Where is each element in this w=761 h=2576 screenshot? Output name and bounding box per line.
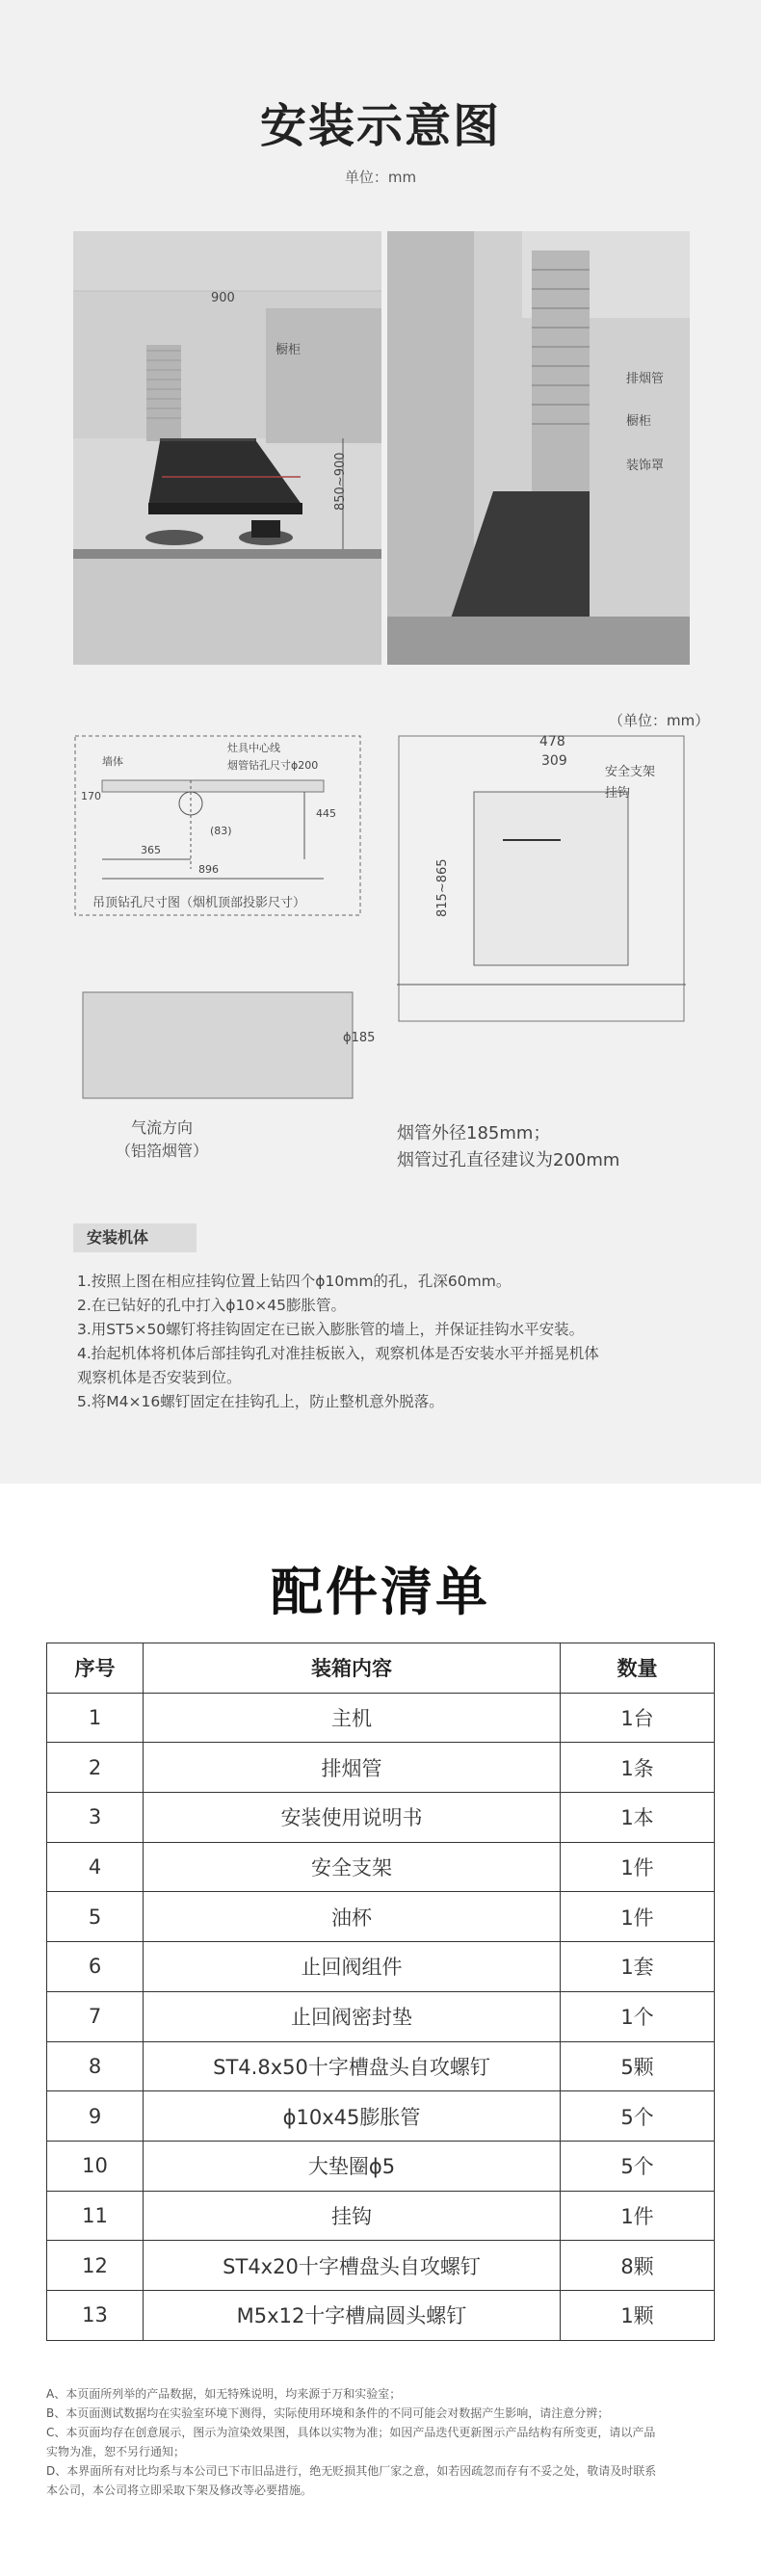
duct-diagram: [73, 973, 376, 1175]
flow-direction: 气流方向: [131, 1118, 194, 1137]
cell-qty: 5个: [561, 2091, 715, 2142]
diagram-unit: （单位：mm）: [609, 712, 710, 729]
install-photo-front: [73, 231, 381, 665]
table-row: [47, 1693, 715, 1743]
cell-content: M5x12十字槽扁圆头螺钉: [144, 2290, 561, 2340]
cell-content: 挂钩: [144, 2191, 561, 2241]
notes: [46, 2384, 721, 2500]
install-steps: [77, 1270, 684, 1414]
cell-qty: 1个: [561, 1991, 715, 2041]
label-cabinet: 橱柜: [276, 343, 302, 357]
dim-896: 896: [198, 863, 219, 876]
cell-content: 大垫圈ϕ5: [144, 2141, 561, 2191]
label-pipe: 排烟管: [626, 372, 665, 386]
cell-content: 止回阀密封垫: [144, 1991, 561, 2041]
cell-index: 4: [47, 1842, 144, 1892]
step-5: 5.将M4×16螺钉固定在挂钩孔上，防止整机意外脱落。: [77, 1393, 444, 1410]
table-row: [47, 1991, 715, 2041]
label-safety: 安全支架: [605, 765, 656, 779]
cell-qty: 1本: [561, 1793, 715, 1843]
cell-index: 8: [47, 2041, 144, 2091]
cell-qty: 5个: [561, 2141, 715, 2191]
table-row: [47, 2041, 715, 2091]
cell-index: 12: [47, 2241, 144, 2291]
cell-qty: 8颗: [561, 2241, 715, 2291]
note-c2: 实物为准，恕不另行通知；: [46, 2445, 186, 2458]
cell-content: 止回阀组件: [144, 1942, 561, 1992]
dim-478: 478: [539, 734, 565, 749]
step-4b: 观察机体是否安装到位。: [77, 1369, 242, 1386]
drill-diagram: [73, 734, 362, 917]
cell-content: ST4.8x50十字槽盘头自攻螺钉: [144, 2041, 561, 2091]
cell-index: 2: [47, 1743, 144, 1793]
cell-qty: 1台: [561, 1693, 715, 1743]
step-1: 1.按照上图在相应挂钩位置上钻四个ϕ10mm的孔，孔深60mm。: [77, 1273, 512, 1290]
drill-caption: 吊顶钻孔尺寸图（烟机顶部投影尺寸）: [92, 896, 306, 910]
cell-content: 安全支架: [144, 1842, 561, 1892]
cell-index: 9: [47, 2091, 144, 2142]
label-stove-center: 灶具中心线: [227, 742, 280, 754]
cell-qty: 1条: [561, 1743, 715, 1793]
dim-170: 170: [81, 790, 101, 802]
cell-content: ϕ10x45膨胀管: [144, 2091, 561, 2142]
table-row: [47, 2141, 715, 2191]
label-wall: 墙体: [102, 755, 123, 768]
duct-info-2: 烟管过孔直径建议为200mm: [397, 1150, 620, 1170]
cell-index: 10: [47, 2141, 144, 2191]
label-hook: 挂钩: [605, 786, 631, 801]
cell-content: 主机: [144, 1693, 561, 1743]
note-c: C、本页面均存在创意展示，图示为渲染效果图，具体以实物为准；如因产品迭代更新图示产品结构有所变更，请以产品: [46, 2426, 656, 2439]
cell-index: 11: [47, 2191, 144, 2241]
label-cover: 装饰罩: [626, 459, 665, 473]
col-qty: 数量: [561, 1643, 715, 1694]
table-row: [47, 2191, 715, 2241]
cell-index: 7: [47, 1991, 144, 2041]
cell-qty: 1件: [561, 1892, 715, 1942]
cell-qty: 1件: [561, 2191, 715, 2241]
cell-qty: 1套: [561, 1942, 715, 1992]
duct-info-1: 烟管外径185mm；: [397, 1123, 551, 1143]
dim-width: 900: [211, 291, 235, 305]
table-row: [47, 1793, 715, 1843]
dim-365: 365: [141, 844, 161, 856]
cell-qty: 1颗: [561, 2290, 715, 2340]
cell-content: 排烟管: [144, 1743, 561, 1793]
dim-445: 445: [316, 807, 336, 820]
duct-material: （铝箔烟管）: [116, 1142, 209, 1160]
step-2: 2.在已钻好的孔中打入ϕ10×45膨胀管。: [77, 1297, 346, 1314]
duct-diameter: ϕ185: [343, 1031, 376, 1045]
label-hole-size: 烟管钻孔尺寸ϕ200: [227, 759, 319, 772]
dim-309: 309: [541, 753, 567, 769]
table-row: [47, 2241, 715, 2291]
bracket-diagram: [397, 734, 686, 1023]
step-3: 3.用ST5×50螺钉将挂钩固定在已嵌入膨胀管的墙上，并保证挂钩水平安装。: [77, 1321, 585, 1338]
install-title: 安装示意图: [259, 99, 501, 153]
note-d: D、本界面所有对比均系与本公司已下市旧品进行，绝无贬损其他厂家之意，如若因疏忽而存有不妥之处，敬请及时联系: [46, 2464, 657, 2478]
section-tag: 安装机体: [73, 1223, 197, 1252]
install-unit: 单位：mm: [344, 169, 417, 186]
cell-content: 安装使用说明书: [144, 1793, 561, 1843]
label-cabinet-side: 橱柜: [626, 414, 652, 429]
table-row: [47, 1942, 715, 1992]
parts-title: 配件清单: [271, 1562, 490, 1622]
table-row: [47, 1842, 715, 1892]
table-row: [47, 1743, 715, 1793]
col-index: 序号: [47, 1643, 144, 1694]
cell-index: 13: [47, 2290, 144, 2340]
table-row: [47, 2091, 715, 2142]
note-b: B、本页面测试数据均在实验室环境下测得，实际使用环境和条件的不同可能会对数据产生影响，请注意分辨；: [46, 2406, 610, 2420]
cell-index: 6: [47, 1942, 144, 1992]
cell-content: ST4x20十字槽盘头自攻螺钉: [144, 2241, 561, 2291]
install-photo-side: [387, 231, 690, 665]
cell-index: 5: [47, 1892, 144, 1942]
dim-83: (83): [210, 825, 232, 837]
cell-qty: 5颗: [561, 2041, 715, 2091]
dim-height: 815~865: [435, 858, 450, 917]
table-row: [47, 1892, 715, 1942]
cell-qty: 1件: [561, 1842, 715, 1892]
cell-content: 油杯: [144, 1892, 561, 1942]
col-content: 装箱内容: [144, 1643, 561, 1694]
note-a: A、本页面所列举的产品数据，如无特殊说明，均来源于万和实验室；: [46, 2387, 402, 2401]
cell-index: 3: [47, 1793, 144, 1843]
table-row: [47, 2290, 715, 2340]
note-d2: 本公司，本公司将立即采取下架及修改等必要措施。: [46, 2484, 313, 2497]
step-4: 4.抬起机体将机体后部挂钩孔对准挂板嵌入，观察机体是否安装水平并摇晃机体: [77, 1345, 599, 1362]
cell-index: 1: [47, 1693, 144, 1743]
dim-height: 850~900: [333, 452, 348, 511]
parts-table: [46, 1643, 715, 2341]
